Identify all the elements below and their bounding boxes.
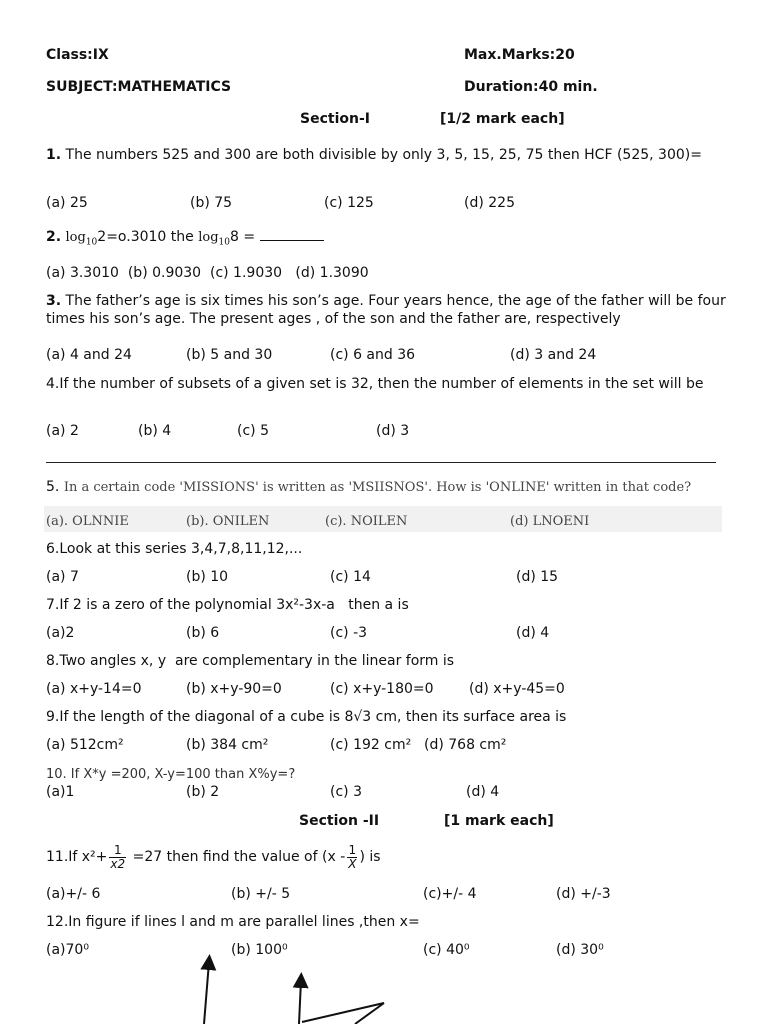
q10-option-a: (a)1 <box>46 784 75 800</box>
q2-options: (a) 3.3010 (b) 0.9030 (c) 1.9030 (d) 1.3090 <box>46 265 369 281</box>
q7-option-a: (a)2 <box>46 625 75 641</box>
question-10: 10. If X*y =200, X-y=100 than X%y=? <box>46 767 296 782</box>
q8-option-b: (b) x+y-90=0 <box>186 681 282 697</box>
q8-option-a: (a) x+y-14=0 <box>46 681 142 697</box>
section-2-marks: [1 mark each] <box>444 813 554 829</box>
q5-option-a: (a). OLNNIE <box>46 514 129 529</box>
question-4: 4.If the number of subsets of a given set is 32, then the number of elements in the set will be <box>46 376 704 392</box>
q8-option-c: (c) x+y-180=0 <box>330 681 434 697</box>
section-1-title: Section-I <box>300 111 370 127</box>
q3-option-b: (b) 5 and 30 <box>186 347 273 363</box>
question-2-arg2: 8 = <box>229 229 256 245</box>
q4-option-a: (a) 2 <box>46 423 79 439</box>
q11-option-c: (c)+/- 4 <box>423 886 477 902</box>
line-m <box>299 980 301 1024</box>
q3-option-c: (c) 6 and 36 <box>330 347 416 363</box>
section-2-title: Section -II <box>299 813 380 829</box>
question-2-number: 2. <box>46 229 62 245</box>
q10-option-d: (d) 4 <box>466 784 500 800</box>
q4-option-b: (b) 4 <box>138 423 172 439</box>
log-expression-2: $\log_{10}$ <box>198 230 230 248</box>
fraction-1-over-x2: $\frac{1}{x2}$ <box>110 842 126 871</box>
q4-option-d: (d) 3 <box>376 423 410 439</box>
question-7: 7.If 2 is a zero of the polynomial 3x²-3x-a then a is <box>46 597 409 613</box>
question-5-text: In a certain code 'MISSIONS' is written as 'MSIISNOS'. How is 'ONLINE' written in that code? <box>63 480 692 495</box>
q12-option-a: (a)70⁰ <box>46 942 89 958</box>
q9-option-d: (d) 768 cm² <box>424 737 507 753</box>
q3-option-a: (a) 4 and 24 <box>46 347 132 363</box>
question-11-mid: =27 then find the value of (x - <box>132 849 346 865</box>
question-8: 8.Two angles x, y are complementary in the linear form is <box>46 653 455 669</box>
q3-option-d: (d) 3 and 24 <box>510 347 597 363</box>
q4-option-c: (c) 5 <box>237 423 269 439</box>
line-l <box>204 962 209 1024</box>
q7-option-b: (b) 6 <box>186 625 220 641</box>
q6-option-d: (d) 15 <box>516 569 559 585</box>
question-3-text: The father’s age is six times his son’s age. Four years hence, the age of the father will be four times his son’s age. The present ages , of the son and the father are, respectively <box>46 293 726 327</box>
q7-option-d: (d) 4 <box>516 625 550 641</box>
question-1-text: The numbers 525 and 300 are both divisible by only 3, 5, 15, 25, 75 then HCF (525, 300)= <box>65 147 702 163</box>
log-expression-1: $\log_{10}$ <box>65 230 98 248</box>
q8-option-d: (d) x+y-45=0 <box>469 681 565 697</box>
max-marks: Max.Marks:20 <box>464 47 575 63</box>
q6-option-b: (b) 10 <box>186 569 229 585</box>
duration-label: Duration:40 min. <box>464 79 598 95</box>
q11-option-b: (b) +/- 5 <box>231 886 291 902</box>
q10-option-b: (b) 2 <box>186 784 220 800</box>
question-11-lead: 11.If x²+ <box>46 849 108 865</box>
q1-option-a: (a) 25 <box>46 195 88 211</box>
q11-option-d: (d) +/-3 <box>556 886 611 902</box>
q11-option-a: (a)+/- 6 <box>46 886 101 902</box>
q9-option-b: (b) 384 cm² <box>186 737 269 753</box>
q9-option-a: (a) 512cm² <box>46 737 124 753</box>
q5-option-c: (c). NOILEN <box>325 514 408 529</box>
q1-option-b: (b) 75 <box>190 195 233 211</box>
question-12: 12.In figure if lines l and m are parallel lines ,then x= <box>46 914 420 930</box>
q5-option-d: (d) LNOENI <box>510 514 590 529</box>
q5-option-b: (b). ONILEN <box>186 514 270 529</box>
question-9: 9.If the length of the diagonal of a cube is 8√3 cm, then its surface area is <box>46 709 567 725</box>
q12-option-b: (b) 100⁰ <box>231 942 288 958</box>
question-5-number: 5. <box>46 479 60 495</box>
q1-option-d: (d) 225 <box>464 195 515 211</box>
class-label: Class:IX <box>46 47 109 63</box>
section-1-marks: [1/2 mark each] <box>440 111 565 127</box>
q1-option-c: (c) 125 <box>324 195 374 211</box>
question-1-number: 1. <box>46 147 62 163</box>
q12-option-d: (d) 30⁰ <box>556 942 604 958</box>
question-2-arg1: 2=o.3010 the <box>97 229 194 245</box>
fraction-1-over-x: $\frac{1}{X}$ <box>348 842 357 871</box>
q6-option-c: (c) 14 <box>330 569 371 585</box>
q6-option-a: (a) 7 <box>46 569 79 585</box>
question-3-number: 3. <box>46 293 62 309</box>
question-6: 6.Look at this series 3,4,7,8,11,12,... <box>46 541 303 557</box>
q10-option-c: (c) 3 <box>330 784 362 800</box>
subject-label: SUBJECT:MATHEMATICS <box>46 79 232 95</box>
q12-option-c: (c) 40⁰ <box>423 942 470 958</box>
question-11-tail: ) is <box>359 849 381 865</box>
q9-option-c: (c) 192 cm² <box>330 737 412 753</box>
q7-option-c: (c) -3 <box>330 625 368 641</box>
